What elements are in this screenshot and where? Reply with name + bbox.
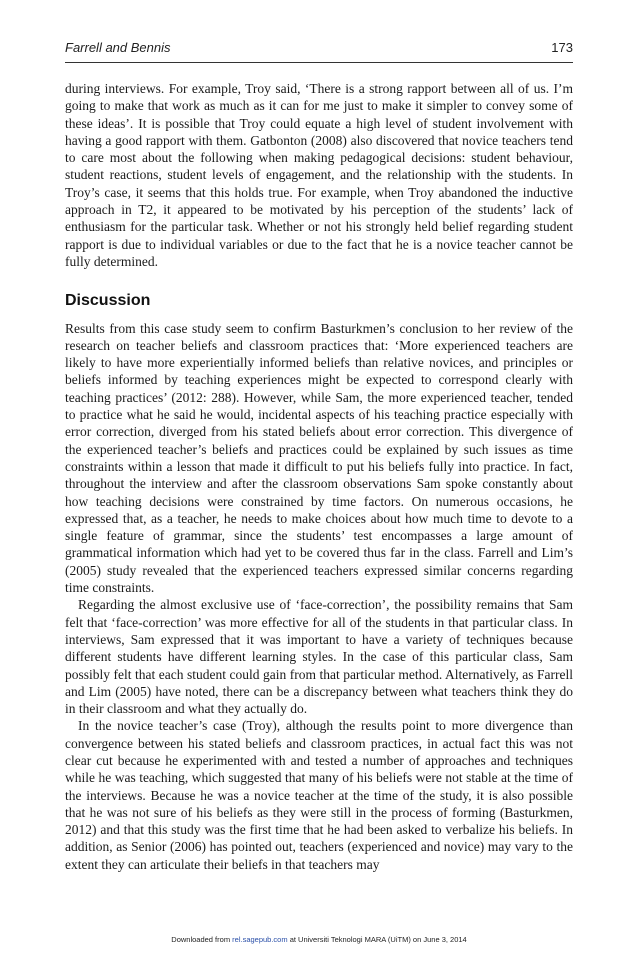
article-body — [65, 80, 573, 873]
paragraph: Results from this case study seem to confirm Basturkmen’s conclusion to her review of the research on teacher beliefs and classroom practices that: ‘More experienced teachers are likely to have more experientially informed beliefs than relative novices, and principles or beliefs informed by teaching experiences might be expected to correspond clearly with teaching practices’ (2012: 288). However, while Sam, the more experienced teacher, tended to practice what he said he would, incidental aspects of his teaching practice especially with error correction, diverged from his stated beliefs about error correction. This divergence of the experienced teacher’s beliefs and practices could be explained by such issues as time constraints within a lesson that made it difficult to put his beliefs fully into practice. In fact, throughout the interview and after the classroom observations Sam spoke constantly about how teaching decisions were constrained by time factors. On numerous occasions, he expressed that, as a teacher, he needs to make choices about how much time to devote to a single feature of grammar, since the students’ test encompasses a large amount of grammatical information which had yet to be covered thus far in the class. Farrell and Lim’s (2005) study revealed that the experienced teachers expressed similar concerns regarding time constraints. — [65, 320, 573, 596]
header-rule — [65, 62, 573, 63]
section-heading: Discussion — [65, 292, 151, 310]
footer-link[interactable]: rel.sagepub.com — [232, 935, 288, 944]
footer-suffix: at Universiti Teknologi MARA (UiTM) on June 3, 2014 — [287, 935, 467, 944]
paragraph-intro: during interviews. For example, Troy said, ‘There is a strong rapport between all of us. I’m going to make that work as much as it can for me just to make it simpler to convey some of these ideas’. It is possible that Troy could equate a high level of student involvement with having a good rapport with them. Gatbonton (2008) also discovered that novice teachers tend to care most about the following when making pedagogical decisions: student behaviour, student reactions, student levels of engagement, and the relationship with the students. In Troy’s case, it seems that this holds true. For example, when Troy abandoned the inductive approach in T2, it appeared to be motivated by his perception of the students’ lack of enthusiasm for the particular task. Whether or not his strongly held belief regarding student rapport is due to individual variables or due to the fact that he is a novice teacher cannot be fully determined. — [65, 81, 573, 269]
paragraph: Regarding the almost exclusive use of ‘face-correction’, the possibility remains that Sam felt that ‘face-correction’ was more effective for all of the students in that particular class. In interviews, Sam expressed that it was important to have a variety of techniques because different students have different learning styles. In the case of this particular class, Sam possibly felt that each student could gain from that particular method. Alternatively, as Farrell and Lim (2005) have noted, there can be a discrepancy between what teachers think they do in their classroom and what they actually do. — [65, 597, 573, 717]
download-footer — [0, 935, 638, 944]
running-head-author: Farrell and Bennis — [65, 40, 171, 55]
footer-prefix: Downloaded from — [171, 935, 233, 944]
page-number: 173 — [551, 40, 573, 55]
paragraph: In the novice teacher’s case (Troy), although the results point to more divergence than convergence between his stated beliefs and classroom practices, in actual fact this was not clear cut because he experimented with and tested a number of approaches and techniques while he was teaching, which suggested that many of his beliefs were not stable at the time of the interviews. Because he was a novice teacher at the time of the study, it is also possible that he was not sure of his beliefs as they were still in the process of forming (Basturkmen, 2012) and that this study was the first time that he had been asked to verbalize his beliefs. In addition, as Senior (2006) has pointed out, teachers (experienced and novice) may vary to the extent they can articulate their beliefs in that teachers may — [65, 718, 573, 872]
